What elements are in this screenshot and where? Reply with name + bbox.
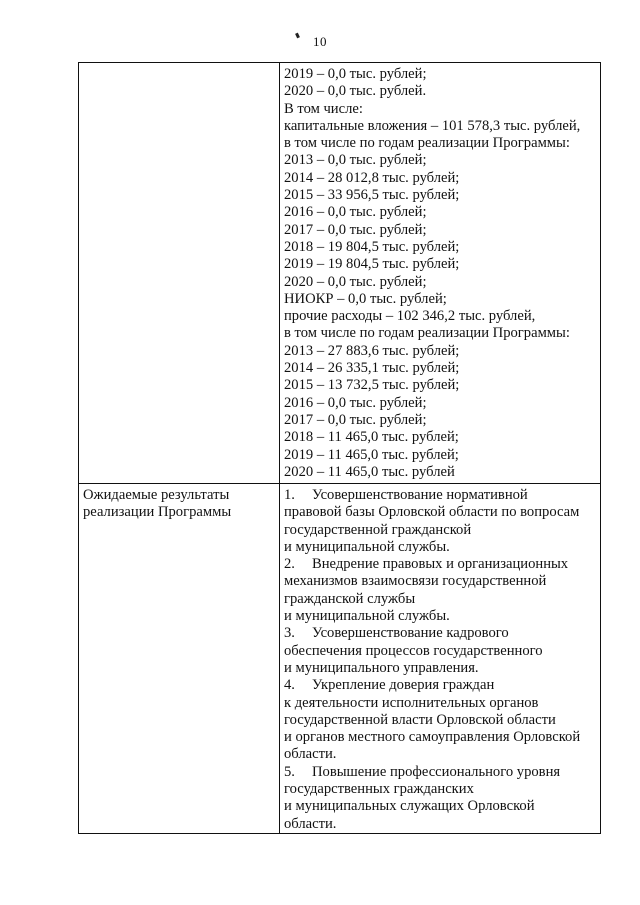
result-item-line: механизмов взаимосвязи государственной xyxy=(284,573,547,590)
financing-label-cell xyxy=(79,63,280,484)
result-item-line: государственной власти Орловской области xyxy=(284,711,556,728)
financing-line: 2020 – 0,0 тыс. рублей. xyxy=(284,83,427,100)
result-item-text: Усовершенствование нормативной xyxy=(312,487,528,503)
financing-line: 2015 – 33 956,5 тыс. рублей; xyxy=(284,187,460,204)
result-item xyxy=(284,677,600,763)
result-item-first-line xyxy=(284,487,600,504)
financing-line: 2013 – 27 883,6 тыс. рублей; xyxy=(284,342,460,359)
result-item xyxy=(284,556,600,625)
result-item-line: гражданской службы xyxy=(284,590,416,607)
results-label-cell xyxy=(79,484,280,834)
financing-line: капитальные вложения – 101 578,3 тыс. рублей, xyxy=(284,117,581,134)
result-item-line: государственных гражданских xyxy=(284,781,474,798)
financing-line: в том числе по годам реализации Программы: xyxy=(284,325,570,342)
financing-line: 2015 – 13 732,5 тыс. рублей; xyxy=(284,377,460,394)
result-item-line: к деятельности исполнительных органов xyxy=(284,694,539,711)
result-item-text: Повышение профессионального уровня xyxy=(312,763,561,780)
result-item xyxy=(284,625,600,677)
result-item-first-line xyxy=(284,677,600,694)
result-item-line: и муниципальных служащих Орловской xyxy=(284,798,535,815)
results-value-cell xyxy=(280,484,601,834)
financing-line: 2014 – 26 335,1 тыс. рублей; xyxy=(284,360,460,377)
result-item-number: 3. xyxy=(284,625,295,642)
financing-line: 2019 – 11 465,0 тыс. рублей; xyxy=(284,446,459,463)
table-row-financing xyxy=(79,63,601,484)
financing-lines xyxy=(284,66,600,481)
financing-line: НИОКР – 0,0 тыс. рублей; xyxy=(284,290,447,307)
financing-line: 2020 – 0,0 тыс. рублей; xyxy=(284,273,427,290)
program-passport-table xyxy=(78,62,601,834)
financing-line: 2020 – 11 465,0 тыс. рублей xyxy=(284,463,455,480)
table-row-results xyxy=(79,484,601,834)
financing-line: 2014 – 28 012,8 тыс. рублей; xyxy=(284,169,460,186)
financing-line: В том числе: xyxy=(284,100,363,117)
financing-line: 2019 – 0,0 тыс. рублей; xyxy=(284,66,427,82)
result-item-line: области. xyxy=(284,746,337,763)
result-item-text: Внедрение правовых и организационных xyxy=(312,556,569,573)
result-item-first-line xyxy=(284,764,600,781)
result-item-line: государственной гражданской xyxy=(284,521,472,538)
result-item-number: 1. xyxy=(284,487,295,503)
result-item-text: Укрепление доверия граждан xyxy=(312,677,495,694)
result-item-number: 4. xyxy=(284,677,295,694)
financing-line: 2018 – 11 465,0 тыс. рублей; xyxy=(284,429,459,446)
result-item-number: 2. xyxy=(284,556,295,573)
result-item-line: обеспечения процессов государственного xyxy=(284,642,543,659)
result-item xyxy=(284,487,600,556)
result-item-number: 5. xyxy=(284,763,295,780)
result-item-line: и муниципальной службы. xyxy=(284,538,450,555)
result-item-line: области. xyxy=(284,815,337,832)
page-number: 10 xyxy=(313,34,327,49)
financing-line: 2016 – 0,0 тыс. рублей; xyxy=(284,204,427,221)
financing-line: 2017 – 0,0 тыс. рублей; xyxy=(284,221,427,238)
results-list xyxy=(284,487,600,833)
results-label-line: реализации Программы xyxy=(83,504,232,521)
financing-line: 2018 – 19 804,5 тыс. рублей; xyxy=(284,238,460,255)
results-label-line: Ожидаемые результаты xyxy=(83,487,230,503)
financing-value-cell xyxy=(280,63,601,484)
result-item-first-line xyxy=(284,556,600,573)
financing-line: 2013 – 0,0 тыс. рублей; xyxy=(284,152,427,169)
financing-line: 2019 – 19 804,5 тыс. рублей; xyxy=(284,256,460,273)
result-item-line: и муниципальной службы. xyxy=(284,608,450,625)
result-item-line: правовой базы Орловской области по вопросам xyxy=(284,504,580,521)
financing-line: 2016 – 0,0 тыс. рублей; xyxy=(284,394,427,411)
financing-line: в том числе по годам реализации Программы: xyxy=(284,135,570,152)
result-item-line: и муниципального управления. xyxy=(284,659,479,676)
result-item-text: Усовершенствование кадрового xyxy=(312,625,509,642)
financing-line: 2017 – 0,0 тыс. рублей; xyxy=(284,411,427,428)
result-item-first-line xyxy=(284,625,600,642)
financing-line: прочие расходы – 102 346,2 тыс. рублей, xyxy=(284,308,536,325)
result-item xyxy=(284,764,600,833)
result-item-line: и органов местного самоуправления Орловской xyxy=(284,729,581,746)
